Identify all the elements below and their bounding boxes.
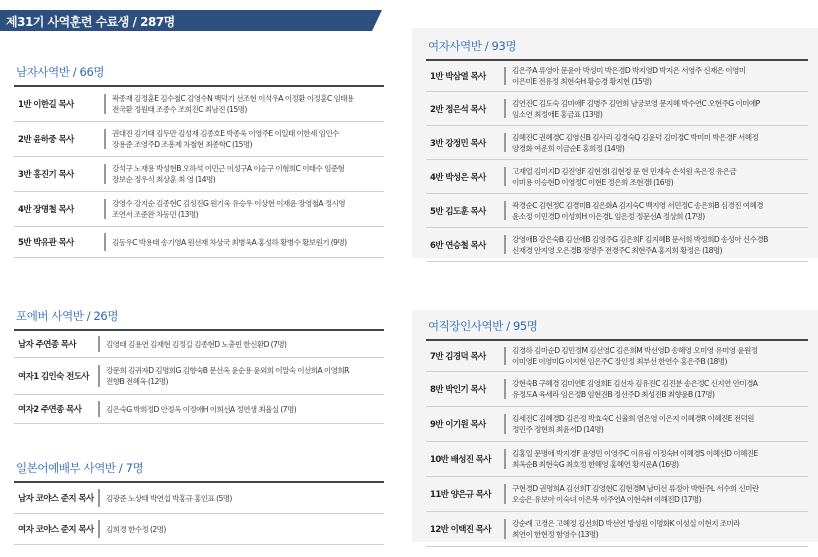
member-line: 이은미E 전유정 최현숙H 황승경 황지현 (15명) [512, 77, 652, 86]
member-list [512, 200, 808, 222]
row-divider [104, 199, 106, 219]
member-line: 고재얼 김미지D 김진영F 김현경I 김현정 문 현 민재숙 손석원 옥은정 유은금 [512, 166, 737, 176]
class-leader: 여자 코야스 준지 목사 [18, 525, 94, 535]
class-row [426, 512, 808, 547]
member-list [112, 237, 384, 248]
class-row [14, 192, 384, 227]
row-divider [504, 167, 506, 187]
header-banner [0, 10, 380, 31]
member-list [512, 132, 808, 154]
section-rows [14, 329, 384, 424]
row-divider [98, 520, 100, 538]
member-line: 김경하 김미순D 김민정M 김선영C 김은희M 박선영D 송혜영 오미영 유미영 윤원정 [512, 346, 758, 355]
row-divider [504, 379, 506, 399]
member-line: 조연서 조준완 차동민 (13명) [112, 210, 198, 219]
class-leader: 남자 주연종 목사 [18, 340, 76, 350]
member-list [512, 345, 808, 367]
row-divider [98, 489, 100, 507]
class-row [426, 228, 808, 262]
member-line: 김혜진C 권혜경C 김영신B 김사리 김경숙Q 김윤덕 김미경C 박미미 박은경F 서혜정 [512, 132, 759, 142]
class-row [426, 92, 808, 126]
member-list [512, 518, 808, 540]
member-line: 김동우C 박용태 송기영A 원선재 차상국 최병욱A 홍성하 황병수 황보원기 (9명) [112, 237, 347, 247]
member-line: 강영수 강지순 김종현C 김성진G 원기욱 유승우 이상현 이재윤 장영철A 정시영 [112, 199, 345, 208]
class-leader: 9반 이기원 목사 [430, 420, 486, 430]
member-list [112, 93, 384, 115]
member-line: 임소연 최정애E 홍금표 (13명) [512, 109, 603, 119]
member-list [106, 339, 384, 350]
section-rows [426, 339, 808, 547]
section-forever [14, 308, 384, 424]
class-leader: 2반 정은석 목사 [430, 104, 486, 115]
class-row [14, 514, 384, 545]
class-row [14, 157, 384, 192]
member-line: 장보순 정우식 최상훈 최 영 (14명) [112, 175, 216, 184]
member-line: 최옥순B 최현숙G 최호정 한혜영 홍혜연 황지운A (16명) [512, 460, 679, 469]
member-list [106, 365, 384, 387]
class-leader: 3반 홍진기 목사 [18, 170, 74, 180]
class-row [14, 87, 384, 122]
member-line: 권대진 김기태 김두만 김성재 김종호E 박종욱 이영주E 이일태 이한세 임인수 [112, 129, 339, 138]
class-row [426, 160, 808, 194]
member-line: 김희경 한수정 (2명) [106, 524, 166, 534]
row-divider [504, 414, 506, 434]
row-divider [504, 347, 506, 365]
member-line: 윤소정 이민경D 이성희H 이은경L 임은정 정문선A 정상희 (17명) [512, 211, 705, 221]
member-list [106, 493, 384, 504]
member-line: 이미영E 이영미G 이지현 임은주C 장인정 최부선 한연수 홍은주B (18명) [512, 357, 727, 366]
row-divider [504, 449, 506, 469]
class-row [14, 358, 384, 395]
member-line: 김광준 노상태 박연섭 박홍규 홍인표 (5명) [106, 493, 232, 503]
member-line: 곽종재 김정훈E 김수철C 김영수N 백덕기 선조현 이석우A 이정환 이정훈C 임태용 [112, 94, 354, 103]
row-divider [104, 129, 106, 149]
member-line: 신재경 안지영 오은경B 장명주 전경주C 최현주A 홍지희 황정은 (18명) [512, 245, 722, 255]
class-leader: 8반 박인기 목사 [430, 385, 486, 395]
class-leader: 남자 코야스 준지 목사 [18, 494, 94, 504]
class-row [426, 407, 808, 442]
class-row [426, 442, 808, 477]
member-line: 정민주 정현희 최윤서D (14명) [512, 425, 604, 434]
member-line: 김홍일 문명애 박지경F 윤영민 이영주C 이유림 이정숙H 이혜경S 이혜선D 이혜진E [512, 449, 758, 458]
member-line: 김은숙G 박희정D 안정옥 이정애H 이희선A 정연생 최율실 (7명) [106, 404, 297, 414]
member-list [512, 413, 808, 435]
class-row [14, 122, 384, 157]
class-row [14, 395, 384, 424]
class-leader: 2반 윤하중 목사 [18, 135, 74, 145]
class-row [426, 126, 808, 160]
class-leader: 1반 박삼열 목사 [430, 72, 486, 82]
member-line: 전향B 전혜옥 (12명) [106, 377, 168, 386]
member-list [512, 448, 808, 470]
section-title: 여자사역반 / 93명 [428, 39, 517, 53]
member-list [112, 163, 384, 185]
class-row [426, 477, 808, 512]
row-divider [104, 233, 106, 251]
section-worker [426, 318, 808, 547]
section-title: 남자사역반 / 66명 [16, 65, 105, 79]
class-leader: 4반 박성은 목사 [430, 172, 486, 183]
panel-women [412, 28, 818, 258]
class-row [426, 372, 808, 407]
class-row [426, 61, 808, 92]
member-line: 강현숙B 구혜경 김미연E 김영희E 김선자 김유진C 김진분 송은정C 신지연 안미경A [512, 379, 758, 388]
member-line: 양경화 여운희 이금순E 홍희정 (14명) [512, 143, 625, 153]
class-leader: 12반 이택진 목사 [430, 525, 492, 535]
banner-arrow [372, 10, 382, 31]
row-divider [104, 94, 106, 114]
class-leader: 11반 양은규 목사 [430, 490, 492, 500]
member-list [512, 234, 808, 256]
class-leader: 6반 연승철 목사 [430, 240, 486, 251]
section-title: 여직장인사역반 / 95명 [428, 319, 538, 333]
section-women [426, 38, 808, 262]
class-leader: 4반 장명철 목사 [18, 205, 74, 215]
member-list [106, 404, 384, 415]
row-divider [98, 365, 100, 387]
row-divider [504, 99, 506, 119]
row-divider [504, 484, 506, 504]
member-line: 전국환 정원태 조종수 조희진C 최남진 (15명) [112, 105, 247, 114]
row-divider [104, 164, 106, 184]
row-divider [504, 201, 506, 221]
member-line: 곽경순C 김현정C 김경미B 김은화A 김지숙C 백지영 서민정C 송은희B 심경진 여혜경 [512, 200, 764, 210]
class-leader: 3반 강정민 목사 [430, 138, 486, 149]
class-row [14, 483, 384, 514]
section-rows [426, 59, 808, 262]
class-leader: 5반 김도훈 목사 [430, 206, 486, 217]
section-title: 일본어예배부 사역반 / 7명 [16, 461, 144, 475]
member-line: 구현경D 권명희A 김선희T 김영현C 김현경M 남미선 류정아 박현주L 서수희 신미란 [512, 484, 759, 493]
section-rows [14, 85, 384, 258]
row-divider [504, 235, 506, 255]
member-line: 강영애B 강은숙B 김선애B 김영주G 김은희F 김지혜B 문서희 박정희D 송성아 신수경B [512, 234, 768, 244]
class-leader: 5반 박유관 목사 [18, 238, 74, 248]
member-line: 이미용 이승현D 이영정C 이현E 정은희 조현경I (16명) [512, 177, 674, 187]
member-line: 강문희 김귀자D 김명희G 김향숙B 문선옥 윤순용 윤외희 이말숙 이선희A 이영희R [106, 366, 349, 375]
row-divider [504, 133, 506, 153]
member-line: 유정도A 육세라 임은정B 임현진B 정선주D 최성진B 최향윤B (17명) [512, 390, 715, 399]
section-rows [14, 481, 384, 545]
member-list [512, 483, 808, 505]
class-leader: 1반 이한길 목사 [18, 100, 74, 110]
row-divider [98, 336, 100, 352]
member-list [512, 166, 808, 188]
member-line: 장용준 조영주D 조흥제 차철현 최종학C (15명) [112, 140, 252, 149]
member-line: 오승은 유보아 이숙녀 이은복 이주연A 이현숙H 이해진D (17명) [512, 495, 702, 504]
class-leader: 7반 김경덕 목사 [430, 352, 486, 362]
member-line: 김은주A 류영아 문윤아 박성미 박은경D 박지영D 박지은 서영주 신재은 이영미 [512, 66, 746, 75]
panel-worker [412, 310, 818, 542]
member-list [112, 128, 384, 150]
member-line: 최연이 한현정 함영수 (13명) [512, 530, 598, 539]
row-divider [504, 67, 506, 85]
class-leader: 여자2 주연종 목사 [18, 405, 82, 415]
section-title: 포에버 사역반 / 26명 [16, 309, 119, 323]
class-leader: 여자1 김인숙 전도사 [18, 372, 89, 382]
class-row [426, 194, 808, 228]
class-row [426, 341, 808, 372]
row-divider [98, 401, 100, 418]
class-row [14, 331, 384, 358]
section-men [14, 64, 384, 258]
member-line: 김영태 김용연 김재현 김정길 김종현D 노충빈 한신환D (7명) [106, 339, 287, 349]
member-line: 김연진C 김도숙 김미애F 김병주 김연희 남궁보영 문지혜 박수연C 오현주G 이미애P [512, 98, 760, 108]
member-line: 강석구 노재용 박성현B 오하석 이민근 이성구A 이승구 이형희C 이태수 임준형 [112, 164, 345, 173]
class-leader: 10반 배성진 목사 [430, 455, 492, 465]
member-line: 김세진C 김혜경D 김은정 박효숙C 신율희 염은영 이은지 이혜경R 이혜진E 전덕원 [512, 414, 754, 423]
banner-title: 제31기 사역훈련 수료생 / 287명 [6, 15, 175, 29]
member-line: 강순례 고경은 고혜정 김선희D 박선연 방성원 이명화K 이성실 이현지 조미라 [512, 519, 741, 528]
class-row [14, 227, 384, 258]
member-list [512, 98, 808, 120]
section-japanese [14, 460, 384, 545]
member-list [512, 378, 808, 400]
member-list [112, 198, 384, 220]
row-divider [504, 519, 506, 539]
member-list [106, 524, 384, 535]
member-list [512, 65, 808, 87]
